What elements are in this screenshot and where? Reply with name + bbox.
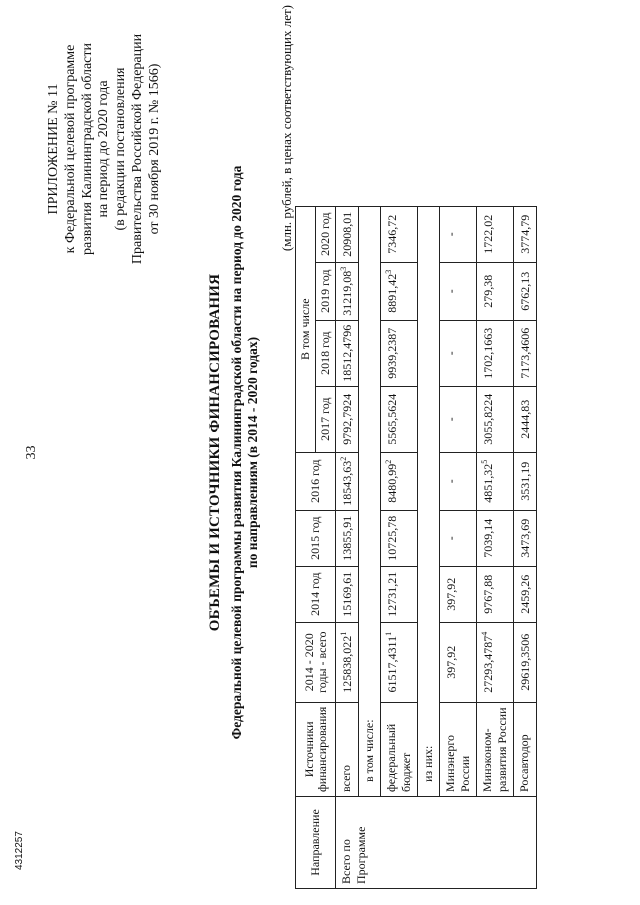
cell-value: 279,38 bbox=[481, 274, 495, 308]
cell-value: 27293,4787 bbox=[481, 635, 495, 693]
source-cell: всего bbox=[336, 702, 359, 796]
value-cell bbox=[381, 206, 418, 262]
table-row bbox=[477, 206, 514, 888]
document-title: ОБЪЕМЫ И ИСТОЧНИКИ ФИНАНСИРОВАНИЯ bbox=[207, 273, 223, 632]
cell-value: 5565,5624 bbox=[385, 393, 399, 445]
appendix-line: на период до 2020 года bbox=[96, 80, 112, 218]
direction-cell: Всего по Программе bbox=[336, 797, 537, 889]
cell-value: 29619,3506 bbox=[518, 633, 532, 691]
appendix-line: развития Калининградской области bbox=[79, 42, 95, 256]
header-year-2015: 2015 год bbox=[296, 510, 336, 566]
value-cell bbox=[477, 566, 514, 622]
value-cell bbox=[336, 510, 359, 566]
subtitle-line: Федеральной целевой программы развития Калининградской области на период до 2020 года bbox=[229, 165, 244, 740]
value-cell bbox=[477, 320, 514, 386]
cell-value: 4851,32 bbox=[481, 463, 495, 503]
cell-value: 9767,88 bbox=[481, 574, 495, 614]
value-cell bbox=[514, 452, 537, 510]
table-row bbox=[336, 206, 359, 888]
cell-value: 2459,26 bbox=[518, 574, 532, 614]
cell-value: - bbox=[444, 351, 458, 356]
units-note: (млн. рублей, в ценах соответствующих лет) bbox=[279, 5, 294, 252]
value-cell bbox=[440, 206, 477, 262]
value-cell bbox=[514, 510, 537, 566]
footnote-marker: 4 bbox=[480, 631, 489, 636]
value-cell bbox=[514, 262, 537, 320]
value-cell bbox=[477, 262, 514, 320]
appendix-line: от 30 ноября 2019 г. № 1566) bbox=[146, 63, 162, 235]
footnote-marker: 2 bbox=[384, 459, 393, 464]
value-cell bbox=[381, 320, 418, 386]
appendix-line: Правительства Российской Федерации bbox=[129, 33, 145, 265]
cell-value: 15169,61 bbox=[340, 571, 354, 617]
appendix-line: к Федеральной целевой программе bbox=[62, 44, 78, 254]
cell-value: 125838,022 bbox=[340, 635, 354, 693]
group-label-row bbox=[418, 206, 440, 888]
appendix-line: (в редакции постановления bbox=[113, 67, 129, 231]
value-cell bbox=[477, 452, 514, 510]
cell-value: 9792,7924 bbox=[340, 393, 354, 445]
value-cell bbox=[336, 206, 359, 262]
cell-value: 20908,01 bbox=[340, 211, 354, 257]
value-cell bbox=[336, 452, 359, 510]
cell-value: 8480,99 bbox=[385, 463, 399, 503]
header-year-2017: 2017 год bbox=[316, 386, 336, 452]
header-year-2020: 2020 год bbox=[316, 206, 336, 262]
footnote-marker: 3 bbox=[339, 266, 348, 271]
value-cell bbox=[336, 386, 359, 452]
footnote-marker: 3 bbox=[384, 269, 393, 274]
document-subtitle bbox=[229, 120, 261, 785]
value-cell bbox=[336, 566, 359, 622]
source-cell: Росавтодор bbox=[514, 702, 537, 796]
cell-value: 18543,63 bbox=[340, 460, 354, 506]
table-row bbox=[440, 206, 477, 888]
source-cell: федеральный бюджет bbox=[381, 702, 418, 796]
value-cell bbox=[381, 386, 418, 452]
header-year-2014: 2014 год bbox=[296, 566, 336, 622]
cell-value: 1722,02 bbox=[481, 214, 495, 254]
cell-value: - bbox=[444, 536, 458, 541]
cell-value: 18512,4796 bbox=[340, 324, 354, 382]
value-cell bbox=[514, 566, 537, 622]
source-cell: Минэнерго России bbox=[440, 702, 477, 796]
footnote-marker: 1 bbox=[339, 631, 348, 636]
value-cell bbox=[514, 386, 537, 452]
cell-value: 3473,69 bbox=[518, 518, 532, 558]
value-cell bbox=[477, 510, 514, 566]
cell-value: 3531,19 bbox=[518, 461, 532, 501]
header-including: В том числе bbox=[296, 206, 316, 452]
header-year-2016: 2016 год bbox=[296, 452, 336, 510]
header-direction: Направление bbox=[296, 797, 336, 889]
subtitle-line: по направлениям (в 2014 - 2020 годах) bbox=[245, 336, 260, 569]
value-cell bbox=[336, 320, 359, 386]
appendix-block bbox=[46, 19, 164, 279]
value-cell bbox=[514, 206, 537, 262]
cell-value: 7173,4606 bbox=[518, 327, 532, 379]
value-cell bbox=[440, 452, 477, 510]
page-number: 33 bbox=[24, 445, 39, 460]
total-cell bbox=[477, 622, 514, 702]
value-cell bbox=[381, 262, 418, 320]
appendix-line: ПРИЛОЖЕНИЕ № 11 bbox=[46, 83, 61, 215]
cell-value: 3774,79 bbox=[518, 214, 532, 254]
cell-value: - bbox=[444, 479, 458, 484]
cell-value: 1702,1663 bbox=[481, 327, 495, 379]
value-cell bbox=[514, 320, 537, 386]
header-year-2019: 2019 год bbox=[316, 262, 336, 320]
footnote-marker: 5 bbox=[480, 459, 489, 464]
cell-value: 6762,13 bbox=[518, 271, 532, 311]
total-cell bbox=[381, 622, 418, 702]
cell-value: 8891,42 bbox=[385, 273, 399, 313]
header-year-2018: 2018 год bbox=[316, 320, 336, 386]
cell-value: 12731,21 bbox=[385, 571, 399, 617]
footnote-marker: 1 bbox=[384, 631, 393, 636]
cell-value: 10725,78 bbox=[385, 515, 399, 561]
cell-value: 9939,2387 bbox=[385, 327, 399, 379]
cell-value: 397,92 bbox=[444, 645, 458, 679]
header-source: Источники финансирования bbox=[296, 702, 336, 796]
value-cell bbox=[381, 452, 418, 510]
value-cell bbox=[477, 386, 514, 452]
cell-value: 3055,8224 bbox=[481, 393, 495, 445]
value-cell bbox=[381, 566, 418, 622]
cell-value: 7346,72 bbox=[385, 214, 399, 254]
value-cell bbox=[477, 206, 514, 262]
value-cell bbox=[336, 262, 359, 320]
table-row bbox=[381, 206, 418, 888]
source-cell: Минэконом-развития России bbox=[477, 702, 514, 796]
value-cell bbox=[440, 566, 477, 622]
header-total: 2014 - 2020 годы - всего bbox=[296, 622, 336, 702]
cell-value: 2444,83 bbox=[518, 399, 532, 439]
value-cell bbox=[440, 510, 477, 566]
value-cell bbox=[381, 510, 418, 566]
cell-value: 7039,14 bbox=[481, 518, 495, 558]
cell-value: 61517,4311 bbox=[385, 635, 399, 693]
document-code: 4312257 bbox=[14, 831, 25, 870]
value-cell bbox=[440, 320, 477, 386]
group-label-row bbox=[359, 206, 381, 888]
cell-value: 31219,08 bbox=[340, 270, 354, 316]
cell-value: - bbox=[444, 289, 458, 294]
cell-value: - bbox=[444, 417, 458, 422]
value-cell bbox=[440, 386, 477, 452]
financing-table bbox=[295, 206, 537, 889]
value-cell bbox=[440, 262, 477, 320]
cell-value: - bbox=[444, 232, 458, 237]
footnote-marker: 2 bbox=[339, 456, 348, 461]
group-label-of-them: из них: bbox=[418, 206, 440, 796]
total-cell bbox=[514, 622, 537, 702]
cell-value: 397,92 bbox=[444, 577, 458, 611]
cell-value: 13855,91 bbox=[340, 515, 354, 561]
table-row bbox=[514, 206, 537, 888]
total-cell bbox=[440, 622, 477, 702]
group-label-including: в том числе: bbox=[359, 206, 381, 796]
total-cell bbox=[336, 622, 359, 702]
